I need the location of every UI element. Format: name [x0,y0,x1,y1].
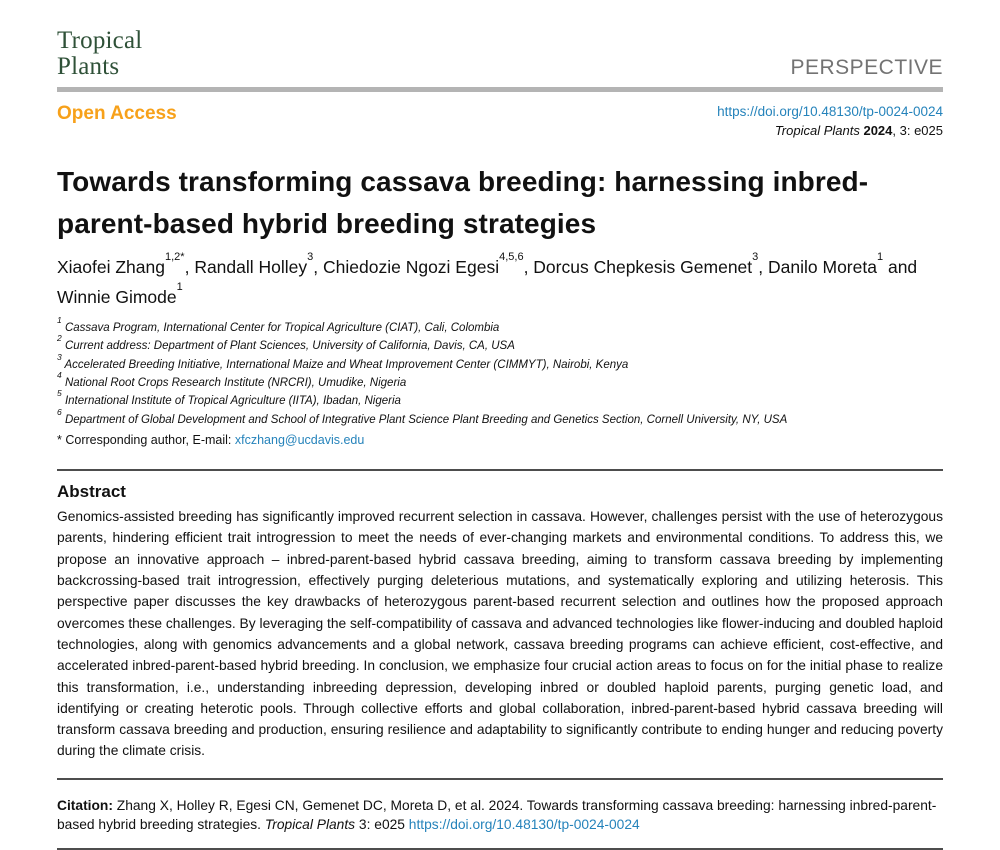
reference-block [717,103,943,140]
citation-doi-link[interactable]: https://doi.org/10.48130/tp-0024-0024 [408,817,640,833]
journal-ref-issue: , 3: e025 [892,123,943,138]
citation-journal-name: Tropical Plants [264,817,356,833]
author-affil-sup: 3 [307,251,314,263]
page-title: Towards transforming cassava breeding: harnessing inbred-parent-based hybrid breeding strategies [57,166,869,239]
citation-label: Citation: [57,797,113,813]
journal-reference [717,121,943,140]
author: Xiaofei Zhang$^{1,2*}$, [57,251,195,277]
doi-link[interactable]: https://doi.org/10.48130/tp-0024-0024 [717,104,943,119]
journal-logo [57,28,142,80]
author-affil-sup: 1 [176,280,183,293]
author: Dorcus Chepkesis Gemenet$^3$, [533,251,769,277]
journal-logo-line2: Plants [57,53,120,80]
author-affil-sup: 1,2* [165,251,185,263]
abstract-heading: Abstract [57,482,126,502]
access-row [57,103,943,140]
author: Danilo Moreta$^1$ and [768,251,918,277]
corresponding-label: * Corresponding author, E-mail: [57,433,235,448]
author-list [57,250,943,310]
citation-text: Zhang X, Holley R, Egesi CN, Gemenet DC, Moreta D, et al. 2024. Towards transforming cassava breeding: harnessing inbred-parent-based hybrid breeding strategies. [57,797,937,833]
header-rule [57,87,943,92]
affiliation-line: $^6$ Department of Global Development and School of Integrative Plant Science Plant Breeding and Genetics Section, Cornell University, NY, USA [57,406,788,426]
author: Winnie Gimode$^1$ [57,280,183,307]
affiliation-line: $^1$ Cassava Program, International Center for Tropical Agriculture (CIAT), Cali, Colombia [57,314,500,334]
section-divider-middle [57,778,943,780]
author: Randall Holley$^3$, [194,251,324,277]
author-affil-sup: 1 [876,251,884,263]
journal-logo-line1: Tropical [57,27,143,54]
author-affil-sup: 3 [752,251,759,263]
affiliation-line: $^3$ Accelerated Breeding Initiative, International Maize and Wheat Improvement Center (CIMMYT), Nairobi, Kenya [57,351,629,371]
journal-ref-year: 2024 [863,123,893,138]
journal-ref-name: Tropical Plants [774,123,864,138]
affiliation-line: $^5$ International Institute of Tropical Agriculture (IITA), Ibadan, Nigeria [57,388,401,408]
citation-block [57,796,943,835]
affiliation-list [57,314,943,428]
affiliation-line: $^2$ Current address: Department of Plant Sciences, University of California, Davis, CA, USA [57,333,515,352]
citation-volume: 3: e025 [355,817,409,833]
author-affil-sup: 4,5,6 [499,251,524,263]
abstract-body: Genomics-assisted breeding has significantly improved recurrent selection in cassava. However, challenges persist with the use of heterozygous parents, hindering efficient trait introgression to meet the needs of ever-changing markets and environmental conditions. To address this, we propose an innovative approach – inbred-parent-based hybrid cassava breeding, aiming to transform cassava breeding by implementing backcrossing-based trait introgression, effectively purging deleterious mutations, and systematically exploring and utilizing heterosis. This perspective paper discusses the key drawbacks of heterozygous parent-based recurrent selection and outlines how the proposed approach overcomes these challenges. By leveraging the self-compatibility of cassava and advanced technologies like flower-inducing and doubled haploid technologies, along with genomics advancements and a global network, cassava breeding programs can achieve efficient, cost-effective, and accelerated inbred-parent-based hybrid breeding. In conclusion, we emphasize four crucial action areas to focus on for the initial phase to realize this transformation, i.e., understanding inbreeding depression, developing inbred or doubled haploid parents, purging genetic load, and identifying or creating heterotic pools. Through collective efforts and global collaboration, inbred-parent-based hybrid cassava breeding will transform cassava breeding and production, ensuring resilience and adaptability to significantly contribute to ending hunger and reducing poverty during the climate crisis. [57,509,943,759]
affiliation-line: $^4$ National Root Crops Research Institute (NRCRI), Umudike, Nigeria [57,369,407,389]
open-access-badge: Open Access [57,103,177,124]
corresponding-email-link[interactable]: xfczhang@ucdavis.edu [234,433,365,448]
author: Chiedozie Ngozi Egesi$^{4,5,6}$, [323,251,534,277]
article-type-label: PERSPECTIVE [790,56,943,79]
corresponding-author-line [57,433,943,447]
section-divider-top [57,469,943,471]
header [57,28,943,80]
